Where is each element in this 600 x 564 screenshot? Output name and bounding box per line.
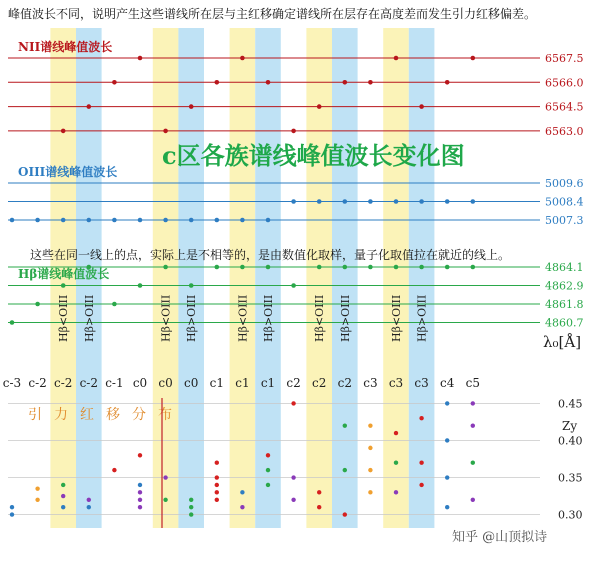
redshift-point	[368, 490, 372, 494]
data-point	[266, 80, 271, 85]
data-point	[240, 265, 245, 270]
column-band	[306, 28, 332, 528]
column-band	[409, 28, 435, 528]
column-label: c1	[260, 376, 276, 390]
redshift-point	[266, 483, 270, 487]
column-label: c-2	[28, 376, 47, 390]
column-label: c-2	[79, 376, 99, 390]
data-point	[138, 283, 143, 288]
data-point	[215, 218, 220, 223]
redshift-point	[419, 461, 423, 465]
redshift-point	[61, 494, 65, 498]
redshift-point	[343, 512, 347, 516]
redshift-point	[368, 468, 372, 472]
column-label: c2	[286, 376, 301, 390]
data-point	[368, 265, 373, 270]
redshift-point	[394, 461, 398, 465]
redshift-point	[87, 498, 91, 502]
redshift-label-char: 分	[132, 407, 146, 423]
z-tick-label: 0.40	[558, 434, 583, 448]
redshift-point	[215, 490, 219, 494]
redshift-point	[215, 461, 219, 465]
chart-title: c区各族谱线峰值波长变化图	[162, 141, 465, 170]
column-tag: Hβ>OIII	[415, 294, 429, 342]
hb-panel-label: Hβ谱线峰值波长	[18, 267, 110, 281]
column-tag: Hβ>OIII	[262, 294, 275, 342]
nii-panel-label: NII谱线峰值波长	[18, 40, 113, 54]
z-axis-label: Zy	[562, 419, 578, 433]
redshift-point	[471, 461, 475, 465]
data-point	[317, 199, 322, 204]
data-point	[368, 199, 373, 204]
redshift-point	[419, 483, 423, 487]
column-label: c2	[337, 376, 352, 390]
data-point	[445, 80, 450, 85]
redshift-point	[394, 431, 398, 435]
redshift-point	[445, 475, 449, 479]
data-point	[343, 80, 348, 85]
tick-label: 5009.6	[545, 177, 584, 190]
redshift-label-char: 红	[80, 407, 94, 423]
column-tag: Hβ<OIII	[57, 294, 71, 342]
data-point	[445, 265, 450, 270]
redshift-point	[317, 505, 321, 509]
column-tag: Hβ>OIII	[82, 294, 96, 342]
redshift-point	[61, 483, 65, 487]
data-point	[317, 265, 322, 270]
redshift-point	[291, 475, 295, 479]
z-tick-label: 0.45	[558, 397, 583, 411]
redshift-point	[87, 505, 91, 509]
redshift-point	[163, 498, 167, 502]
watermark: 知乎 @山顶拟诗	[452, 530, 548, 545]
column-tag: Hβ<OIII	[313, 294, 327, 342]
redshift-point	[215, 483, 219, 487]
redshift-point	[291, 401, 295, 405]
column-label: c-2	[53, 376, 73, 390]
redshift-point	[471, 401, 475, 405]
column-label: c-1	[105, 376, 124, 390]
column-tag: Hβ<OIII	[390, 294, 403, 342]
redshift-point	[368, 446, 372, 450]
redshift-label-char: 移	[106, 407, 120, 423]
redshift-point	[240, 505, 244, 509]
mid-note: 这些在同一线上的点，实际上是不相等的，是由数值化取样，量子化取值拉在就近的线上。	[30, 248, 511, 262]
redshift-point	[266, 453, 270, 457]
redshift-point	[445, 505, 449, 509]
redshift-point	[240, 490, 244, 494]
data-point	[419, 265, 424, 270]
data-point	[87, 104, 92, 109]
column-band	[255, 28, 281, 528]
data-point	[35, 218, 40, 223]
redshift-point	[138, 490, 142, 494]
data-point	[61, 218, 66, 223]
redshift-point	[189, 498, 193, 502]
column-label: c3	[414, 376, 429, 390]
redshift-point	[112, 468, 116, 472]
redshift-point	[343, 468, 347, 472]
column-tag: Hβ>OIII	[338, 294, 352, 342]
data-point	[189, 283, 194, 288]
data-point	[291, 283, 296, 288]
column-band	[332, 28, 358, 528]
redshift-point	[266, 468, 270, 472]
redshift-point	[471, 498, 475, 502]
redshift-point	[138, 453, 142, 457]
data-point	[343, 265, 348, 270]
redshift-point	[215, 475, 219, 479]
data-point	[163, 265, 168, 270]
tick-label: 6567.5	[545, 52, 584, 65]
data-point	[343, 199, 348, 204]
data-point	[394, 199, 399, 204]
data-point	[471, 199, 476, 204]
column-label: c0	[158, 376, 173, 390]
data-point	[291, 129, 296, 134]
data-point	[61, 283, 66, 288]
tick-label: 6563.0	[545, 124, 584, 138]
redshift-point	[291, 498, 295, 502]
redshift-point	[215, 498, 219, 502]
redshift-point	[10, 512, 14, 516]
data-point	[471, 56, 476, 61]
data-point	[35, 302, 40, 307]
tick-label: 4860.7	[545, 316, 584, 330]
column-label: c4	[440, 376, 455, 390]
redshift-label-char: 力	[54, 407, 68, 423]
column-label: c2	[312, 376, 327, 390]
column-band	[178, 28, 204, 528]
redshift-point	[163, 475, 167, 479]
column-label: c3	[363, 376, 378, 390]
tick-label: 6564.5	[545, 100, 584, 114]
column-label: c5	[465, 376, 480, 390]
column-band	[383, 28, 409, 528]
data-point	[112, 302, 117, 307]
data-point	[10, 218, 15, 223]
redshift-point	[368, 423, 372, 427]
oiii-panel-label: OIII谱线峰值波长	[18, 165, 118, 179]
column-label: c1	[209, 376, 224, 390]
data-point	[10, 320, 15, 325]
redshift-label-char: 引	[28, 407, 42, 423]
redshift-point	[317, 490, 321, 494]
redshift-point	[35, 498, 39, 502]
data-point	[266, 265, 271, 270]
data-point	[240, 218, 245, 223]
data-point	[419, 199, 424, 204]
redshift-point	[471, 423, 475, 427]
data-point	[240, 56, 245, 61]
data-point	[291, 199, 296, 204]
data-point	[368, 80, 373, 85]
data-point	[61, 129, 66, 134]
data-point	[112, 80, 117, 85]
redshift-point	[419, 416, 423, 420]
data-point	[419, 104, 424, 109]
column-label: c1	[235, 376, 250, 390]
data-point	[471, 265, 476, 270]
tick-label: 6566.0	[545, 76, 584, 90]
tick-label: 5007.3	[545, 214, 584, 227]
redshift-point	[35, 486, 39, 490]
z-tick-label: 0.35	[558, 471, 583, 485]
redshift-point	[189, 512, 193, 516]
tick-label: 4864.1	[545, 261, 584, 274]
z-tick-label: 0.30	[558, 508, 583, 522]
data-point	[445, 199, 450, 204]
redshift-point	[189, 505, 193, 509]
column-tag: Hβ>OIII	[185, 294, 199, 342]
data-point	[266, 218, 271, 223]
column-tag: Hβ<OIII	[236, 294, 250, 342]
column-tag: Hβ<OIII	[159, 294, 173, 342]
redshift-point	[10, 505, 14, 509]
redshift-point	[445, 401, 449, 405]
redshift-point	[138, 498, 142, 502]
data-point	[394, 265, 399, 270]
column-band	[153, 28, 179, 528]
column-label: c3	[388, 376, 404, 390]
header-note: 峰值波长不同，说明产生这些谱线所在层与主红移确定谱线所在层存在高度差而发生引力红移偏差。	[8, 7, 537, 21]
data-point	[163, 129, 168, 134]
data-point	[215, 80, 220, 85]
column-label: c0	[132, 376, 148, 390]
redshift-label-char: 布	[158, 407, 172, 423]
data-point	[138, 56, 143, 61]
redshift-point	[138, 483, 142, 487]
data-point	[317, 104, 322, 109]
column-label: c0	[184, 376, 199, 390]
tick-label: 5008.4	[545, 195, 584, 209]
column-label: c-3	[2, 376, 22, 390]
redshift-point	[61, 505, 65, 509]
data-point	[112, 218, 117, 223]
data-point	[189, 104, 194, 109]
column-band	[230, 28, 256, 528]
redshift-point	[343, 423, 347, 427]
data-point	[87, 218, 92, 223]
redshift-point	[445, 438, 449, 442]
data-point	[394, 56, 399, 61]
lambda-axis-label: λ₀[Å]	[543, 333, 582, 351]
redshift-point	[138, 505, 142, 509]
data-point	[138, 218, 143, 223]
redshift-point	[394, 490, 398, 494]
data-point	[163, 218, 168, 223]
tick-label: 4861.8	[545, 298, 584, 311]
data-point	[189, 218, 194, 223]
tick-label: 4862.9	[545, 279, 584, 293]
data-point	[215, 265, 220, 270]
